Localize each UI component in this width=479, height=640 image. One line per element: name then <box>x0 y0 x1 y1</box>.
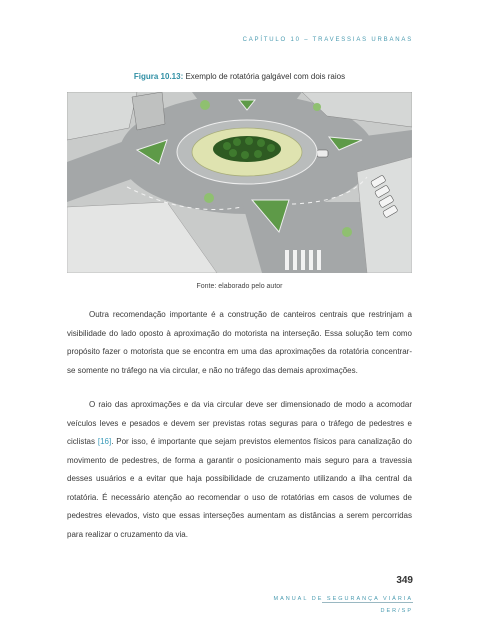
chapter-header: CAPÍTULO 10 – TRAVESSIAS URBANAS <box>242 37 413 43</box>
roundabout-illustration <box>67 92 412 273</box>
building-north <box>132 92 165 130</box>
body-paragraph-2 <box>67 396 412 544</box>
figure-label: Figura 10.13: <box>133 72 184 81</box>
footer-org: DER/SP <box>380 608 413 614</box>
figure-source: Fonte: elaborado pelo autor <box>196 283 283 290</box>
footer-divider <box>322 602 413 603</box>
reference-link[interactable]: [16] <box>97 437 112 446</box>
figure-caption-text: Exemplo de rotatória galgável com dois raios <box>185 72 346 81</box>
paragraph-2-text-b: . Por isso, é importante que sejam previstos elementos físicos para canalização do movimento de pedestres, de forma a garantir o posicionamento mais seguro para a travessia desses usuários e a evitar que haja possibilidade de cruzamento utilizando a ilha central da rotatória. É necessário atenção ao recomendar o uso de rotatórias em casos de volumes de pedestres elevados, visto que essas interseções aumentam as distâncias a serem percorridas para realizar o cruzamento da via. <box>67 437 412 539</box>
page-number: 349 <box>396 575 413 586</box>
roundabout-drawing <box>67 92 412 273</box>
paragraph-2-text-a: O raio das aproximações e da via circular deve ser dimensionado de modo a acomodar veículos leves e pesados e devem ser previstas rotas seguras para o tráfego de pedestres e ciclistas <box>67 400 412 446</box>
body-paragraph-1: Outra recomendação importante é a construção de canteiros centrais que restrinjam a visibilidade do lado oposto à aproximação do motorista na interseção. Essa solução tem como propósito fazer o motorista que se encontra em uma das aproximações da rotatória concentrar-se somente no tráfego na via circular, e não no tráfego das demais aproximações. <box>67 310 412 375</box>
footer-manual-title: MANUAL DE SEGURANÇA VIÁRIA <box>273 596 413 602</box>
figure-caption <box>0 72 479 81</box>
